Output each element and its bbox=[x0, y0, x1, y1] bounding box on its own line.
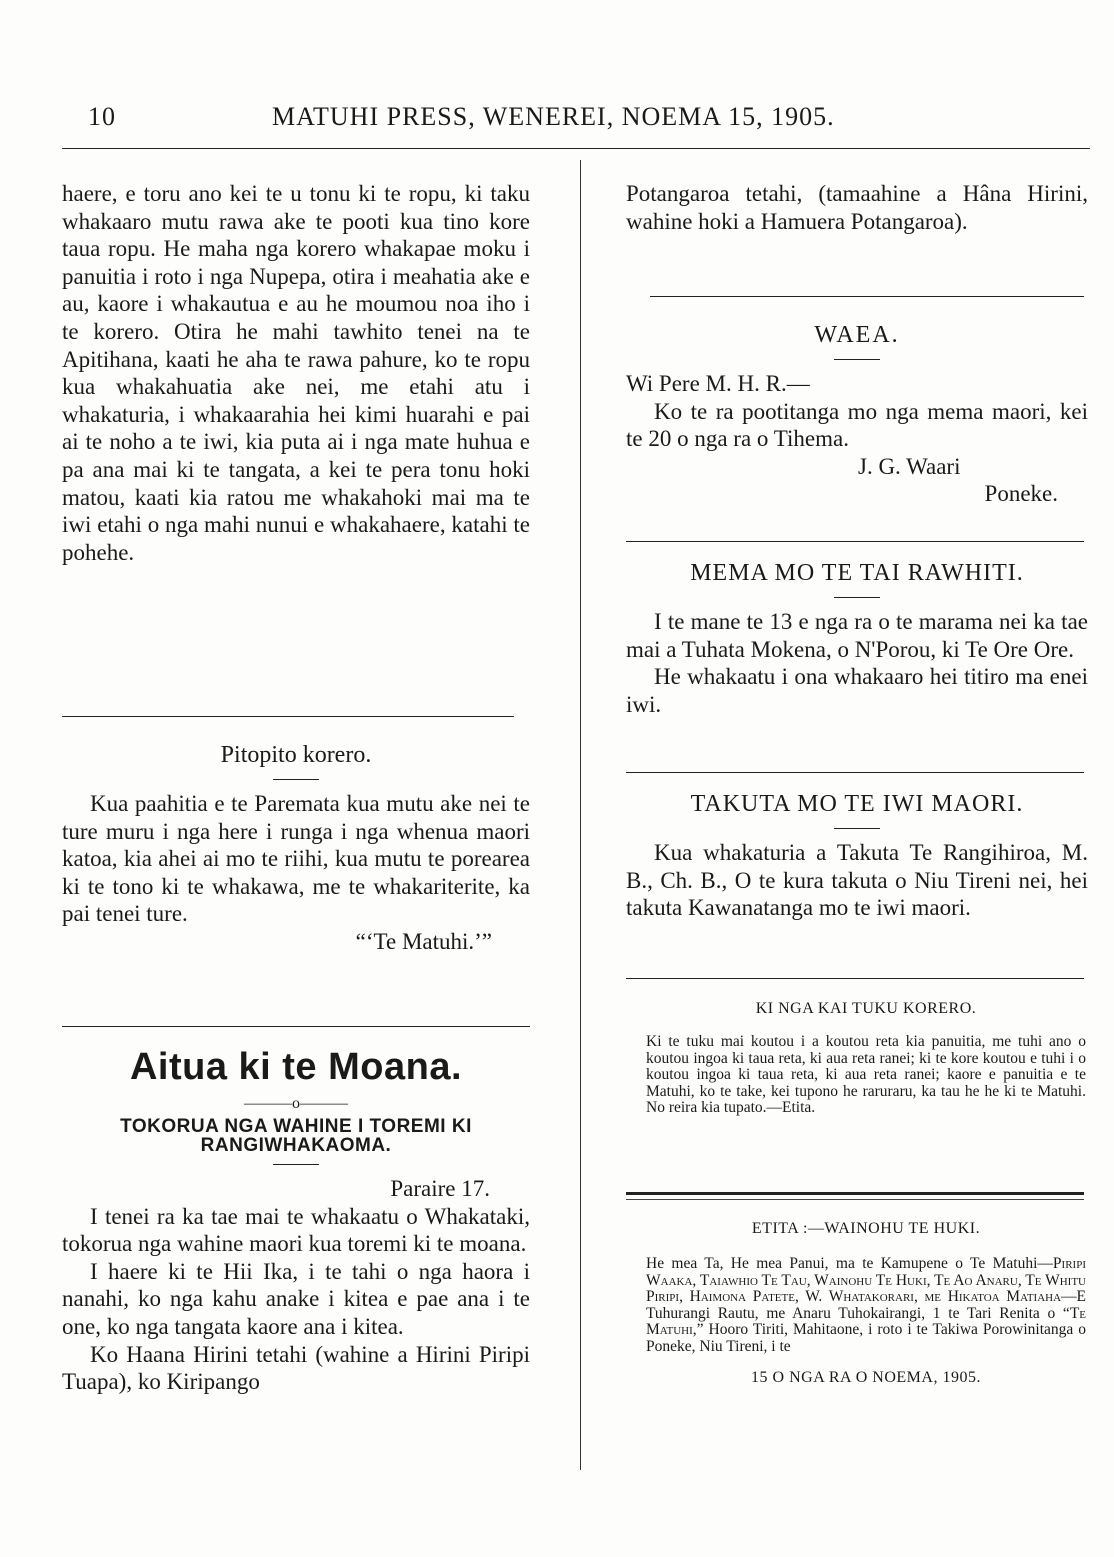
ornament-rule: ———o——— bbox=[244, 1095, 348, 1112]
heading-rule bbox=[273, 779, 319, 780]
waea-section bbox=[626, 322, 1088, 508]
header-rule bbox=[62, 148, 1090, 149]
heading-rule bbox=[834, 597, 880, 598]
paper-name: Te Matuhi bbox=[646, 1304, 1086, 1338]
aitua-subtitle: TOKORUA NGA WAHINE I TOREMI KI RANGIWHAKAOMA. bbox=[120, 1116, 472, 1156]
company-names: Piripi Waaka, Taiawhio Te Tau, Wainohu Te Huki, Te Ao Anaru, Te Whitu Piripi, Haimona Patete, W. Whatakorari, me Hikatoa Matiaha bbox=[646, 1255, 1086, 1305]
section-rule bbox=[62, 1026, 530, 1027]
pitopito-signature: “‘Te Matuhi.’” bbox=[355, 928, 492, 954]
imprint-end: ,” Hooro Tiriti, Mahitaone, i roto i te Takiwa Porowinitanga o Poneke, Niu Tireni, i te bbox=[646, 1321, 1086, 1355]
section-rule bbox=[626, 978, 1084, 979]
section-rule bbox=[626, 772, 1084, 773]
pitopito-body: Kua paahitia e te Paremata kua mutu ake nei te ture muru i nga here i runga i nga whenua maori katoa, kia ahei ai mo te riihi, kua mutu te porearea ki te tono ki te whakawa, me te whakariterite, ka pai tenei ture. bbox=[62, 791, 530, 927]
takuta-body: Kua whakaturia a Takuta Te Rangihiroa, M. B., Ch. B., O te kura takuta o Niu Tireni nei, hei takuta Kawanatanga mo te iwi maori. bbox=[626, 840, 1088, 921]
pitopito-heading: Pitopito korero. bbox=[220, 742, 372, 768]
newspaper-masthead: MATUHI PRESS, WENEREI, NOEMA 15, 1905. bbox=[272, 102, 835, 131]
waea-sign-name: J. G. Waari bbox=[858, 453, 961, 479]
right-continuation: Potangaroa tetahi, (tamaahine a Hâna Hirini, wahine hoki a Hamuera Potangaroa). bbox=[626, 181, 1088, 234]
page-header bbox=[60, 100, 1090, 140]
aitua-paragraph-2: I haere ki te Hii Ika, i te tahi o nga haora i nanahi, ko nga kahu anake i kitea e pae ana i te one, ko nga tangata kaore ana i kitea. bbox=[62, 1258, 530, 1339]
mema-paragraph-2: He whakaatu i ona whakaaro hei titiro ma enei iwi. bbox=[626, 664, 1088, 717]
mema-heading: MEMA MO TE TAI RAWHITI. bbox=[690, 560, 1024, 586]
article-continuation: haere, e toru ano kei te u tonu ki te ropu, ki taku whakaaro mutu rawa ake te pooti kua tino kore taua ropu. He maha nga korero whakapae moku i panuitia i roto i nga Nupepa, otira i meahatia ake e au, kaore i whakautua e au he moumou noa iho i te korero. Otira he mahi tawhito tenei na te Apitihana, kaati he aha te rawa pahure, ko te ropu kua whakahuatia ake nei, me etahi atu i whakaturia, i whakaarahia hei kimi huarahi e pai ai te noho a te iwi, kia puta ai i nga mate huhua e pa ana mai ki te tangata, a kei te pera tonu hoki matou, kaati kia ratou me whakahoki mai ma te iwi etahi o nga mahi nunui e whakahaere, katahi te pohehe. bbox=[62, 181, 530, 565]
imprint-date: 15 O NGA RA O NOEMA, 1905. bbox=[751, 1369, 981, 1386]
heading-rule bbox=[834, 828, 880, 829]
aitua-section bbox=[62, 1046, 530, 1396]
heading-rule bbox=[273, 1164, 319, 1165]
tuku-heading: KI NGA KAI TUKU KORERO. bbox=[755, 1000, 977, 1017]
section-rule bbox=[650, 296, 1084, 297]
section-rule bbox=[62, 716, 514, 717]
heading-rule bbox=[834, 359, 880, 360]
etita-heading: ETITA :—WAINOHU TE HUKI. bbox=[751, 1220, 981, 1237]
aitua-paragraph-1: I tenei ra ka tae mai te whakaatu o Whakataki, tokorua nga wahine maori kua toremi ki te moana. bbox=[62, 1203, 530, 1257]
imprint-body bbox=[646, 1256, 1086, 1355]
imprint-start: He mea Ta, He mea Panui, ma te Kamupene o Te Matuhi— bbox=[646, 1255, 1053, 1272]
waea-body: Ko te ra pootitanga mo nga mema maori, kei te 20 o nga ra o Tihema. bbox=[626, 398, 1088, 452]
waea-heading: WAEA. bbox=[814, 322, 900, 348]
tuku-body: Ki te tuku mai koutou i a koutou reta kia panuitia, me tuhi ano o koutou ingoa ki taua reta, ki aua reta ranei; ki te kore koutou e tuhi i o koutou ingoa ki taua reta, ki aua reta ranei; kaore e panuitia e te Matuhi, ko te take, kei tupono he raruraru, ka tau he he ki te Matuhi. No reira kia tupato.—Etita. bbox=[646, 1033, 1086, 1116]
aitua-title: Aitua ki te Moana. bbox=[129, 1046, 463, 1088]
section-rule bbox=[626, 541, 1084, 542]
takuta-section bbox=[626, 791, 1088, 922]
double-rule bbox=[626, 1192, 1084, 1200]
mema-section bbox=[626, 560, 1088, 718]
column-divider bbox=[580, 160, 581, 1470]
mema-paragraph-1: I te mane te 13 e nga ra o te marama nei ka tae mai a Tuhata Mokena, o N'Porou, ki Te Ore Ore. bbox=[626, 609, 1088, 662]
imprint-section bbox=[646, 1220, 1086, 1387]
waea-sign-place: Poneke. bbox=[984, 481, 1058, 507]
imprint-middle: —E Tuhurangi Rautu, me Anaru Tuhokairangi, 1 te Tari Renita o “ bbox=[646, 1288, 1086, 1322]
left-column bbox=[62, 180, 530, 566]
takuta-heading: TAKUTA MO TE IWI MAORI. bbox=[690, 791, 1024, 817]
waea-addressee: Wi Pere M. H. R.— bbox=[626, 371, 810, 396]
aitua-paragraph-3: Ko Haana Hirini tetahi (wahine a Hirini Piripi Tuapa), ko Kiripango bbox=[62, 1341, 530, 1395]
right-column bbox=[626, 180, 1088, 235]
tuku-korero-notice bbox=[646, 1000, 1086, 1117]
dateline: Paraire 17. bbox=[390, 1176, 490, 1201]
pitopito-section bbox=[62, 742, 530, 956]
page-number: 10 bbox=[88, 102, 116, 131]
